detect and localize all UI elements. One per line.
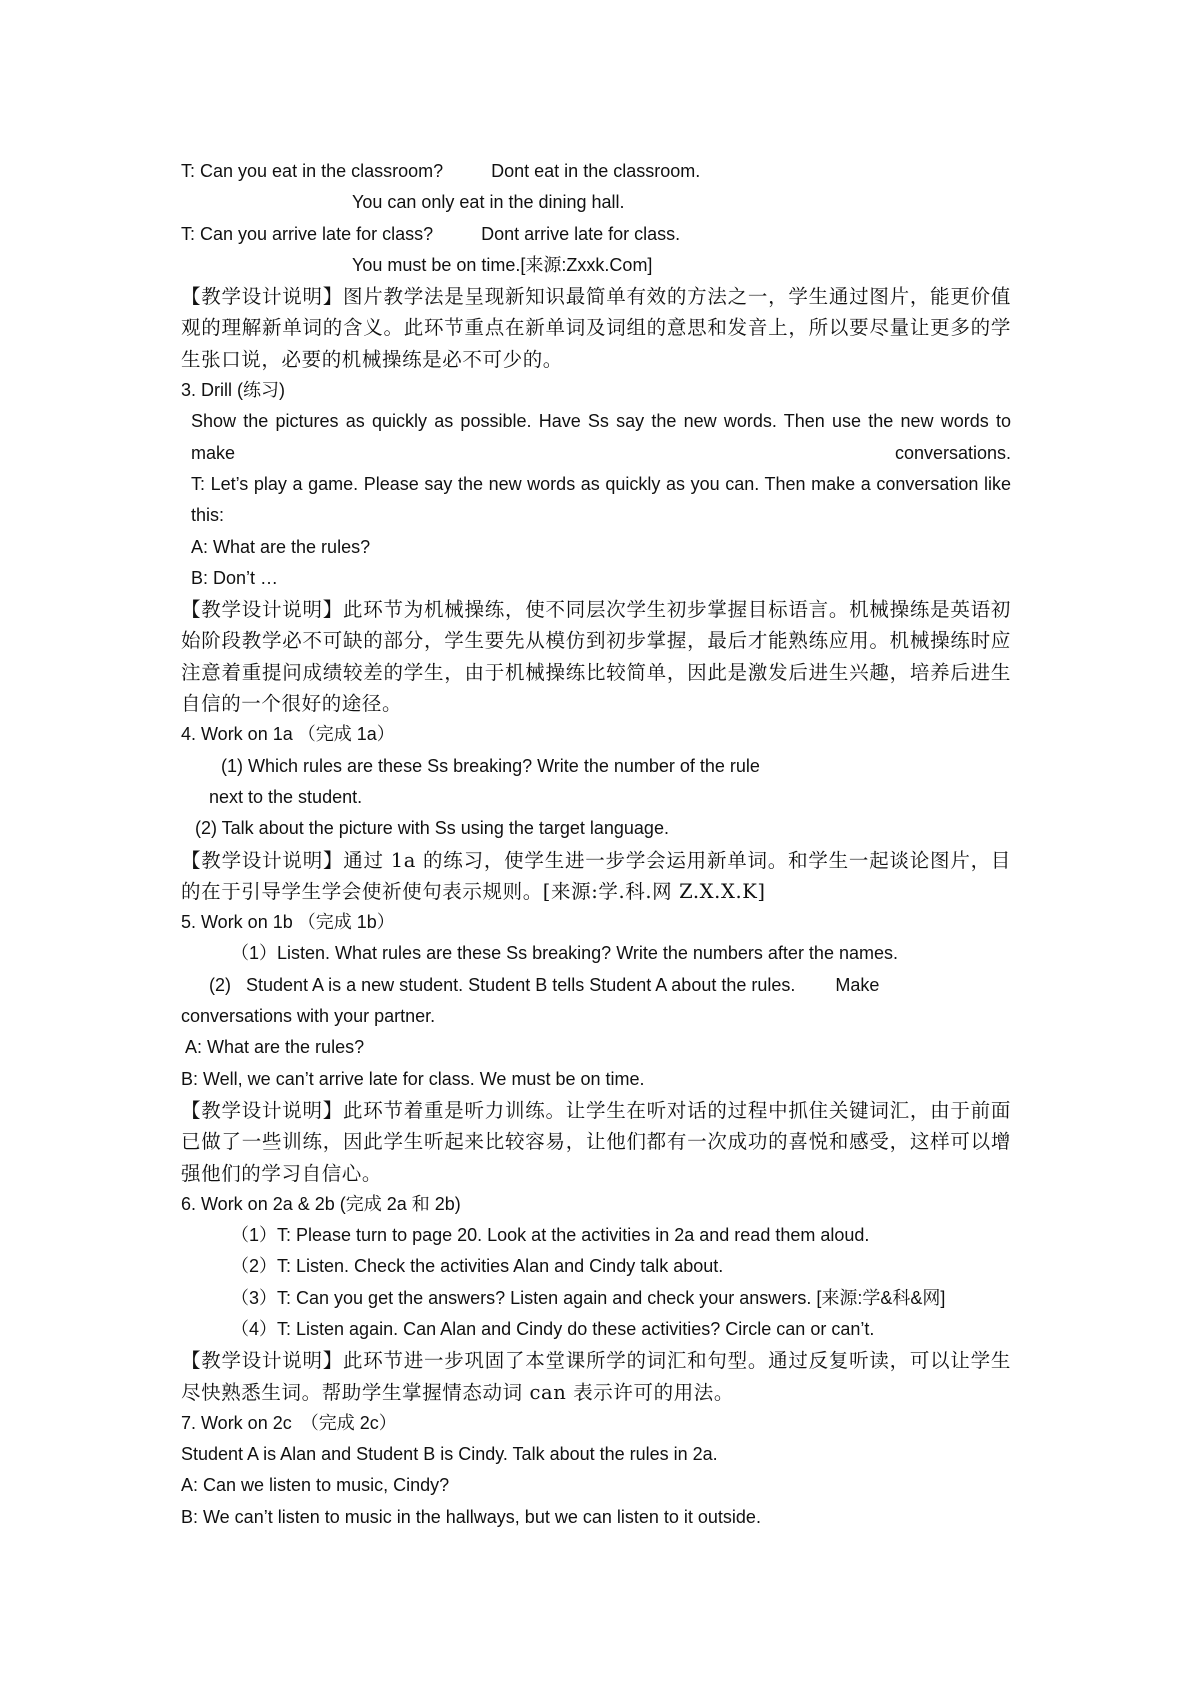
dialogue-line: B: We can’t listen to music in the hallways, but we can listen to it outside. bbox=[181, 1506, 761, 1527]
design-note: 【教学设计说明】此环节着重是听力训练。让学生在听对话的过程中抓住关键词汇，由于前面已做了一些训练，因此学生听起来比较容易，让他们都有一次成功的喜悦和感受，这样可以增强他们的学习自信心。 bbox=[181, 1098, 1011, 1185]
step-text: (1) Which rules are these Ss breaking? Write the number of the rule bbox=[221, 755, 760, 776]
step-text: （1）T: Please turn to page 20. Look at the activities in 2a and read them aloud. bbox=[231, 1225, 870, 1246]
section-heading: 3. Drill (练习) bbox=[181, 380, 285, 401]
section-heading: 4. Work on 1a （完成 1a） bbox=[181, 724, 395, 745]
lesson-content bbox=[181, 156, 1011, 1533]
design-note: 【教学设计说明】此环节进一步巩固了本堂课所学的词汇和句型。通过反复听读，可以让学生尽快熟悉生词。帮助学生掌握情态动词 can 表示许可的用法。 bbox=[181, 1349, 1011, 1404]
step-text: （4）T: Listen again. Can Alan and Cindy do these activities? Circle can or can’t. bbox=[231, 1318, 875, 1339]
step-text: (2) Talk about the picture with Ss using the target language. bbox=[195, 818, 669, 839]
design-note: 【教学设计说明】图片教学法是呈现新知识最简单有效的方法之一，学生通过图片，能更价值观的理解新单词的含义。此环节重点在新单词及词组的意思和发音上，所以要尽量让更多的学生张口说，必要的机械操练是必不可少的。 bbox=[181, 285, 1011, 371]
section-heading: 5. Work on 1b （完成 1b） bbox=[181, 912, 395, 933]
design-note: 【教学设计说明】此环节为机械操练，使不同层次学生初步掌握目标语言。机械操练是英语初始阶段教学必不可缺的部分，学生要先从模仿到初步掌握，最后才能熟练应用。机械操练时应注意着重提问成绩较差的学生，由于机械操练比较简单，因此是激发后进生兴趣，培养后进生自信的一个很好的途径。 bbox=[181, 598, 1011, 716]
dialogue-line: A: What are the rules? bbox=[185, 1037, 365, 1058]
teacher-question: T: Can you eat in the classroom? bbox=[181, 161, 444, 181]
instruction-text: Student A is Alan and Student B is Cindy. Talk about the rules in 2a. bbox=[181, 1444, 718, 1465]
step-text: （3）T: Can you get the answers? Listen again and check your answers. [来源:学&科&网] bbox=[231, 1287, 946, 1308]
rule-answer: Dont arrive late for class. bbox=[481, 223, 681, 244]
section-heading: 7. Work on 2c （完成 2c） bbox=[181, 1412, 397, 1433]
dialogue-line: A: What are the rules? bbox=[191, 536, 371, 557]
dialogue-line: You must be on time.[来源:Zxxk.Com] bbox=[352, 254, 653, 275]
step-text: conversations with your partner. bbox=[181, 1006, 436, 1027]
teacher-question: T: Can you arrive late for class? bbox=[181, 223, 434, 244]
rule-answer: Dont eat in the classroom. bbox=[491, 161, 701, 181]
step-text: （1）Listen. What rules are these Ss breaking? Write the numbers after the names. bbox=[231, 943, 898, 964]
design-note: 【教学设计说明】通过 1a 的练习，使学生进一步学会运用新单词。和学生一起谈论图片，目的在于引导学生学会使祈使句表示规则。[来源:学.科.网 Z.X.X.K] bbox=[181, 848, 1011, 903]
dialogue-line: A: Can we listen to music, Cindy? bbox=[181, 1475, 450, 1496]
dialogue-line: B: Well, we can’t arrive late for class. We must be on time. bbox=[181, 1068, 645, 1089]
instruction-text: T: Let’s play a game. Please say the new words as quickly as you can. Then make a conversation like this: bbox=[191, 473, 1011, 526]
dialogue-line: You can only eat in the dining hall. bbox=[352, 192, 625, 213]
dialogue-line bbox=[181, 156, 1011, 187]
step-text: （2）T: Listen. Check the activities Alan and Cindy talk about. bbox=[231, 1256, 724, 1277]
dialogue-line bbox=[181, 219, 1011, 250]
dialogue-line: B: Don’t … bbox=[191, 567, 279, 588]
section-heading: 6. Work on 2a & 2b (完成 2a 和 2b) bbox=[181, 1193, 461, 1214]
instruction-text: Show the pictures as quickly as possible. Have Ss say the new words. Then use the new words to make conversations. bbox=[191, 411, 1011, 463]
step-text: next to the student. bbox=[209, 786, 363, 807]
step-text: (2) Student A is a new student. Student B tells Student A about the rules. Make bbox=[209, 974, 880, 995]
